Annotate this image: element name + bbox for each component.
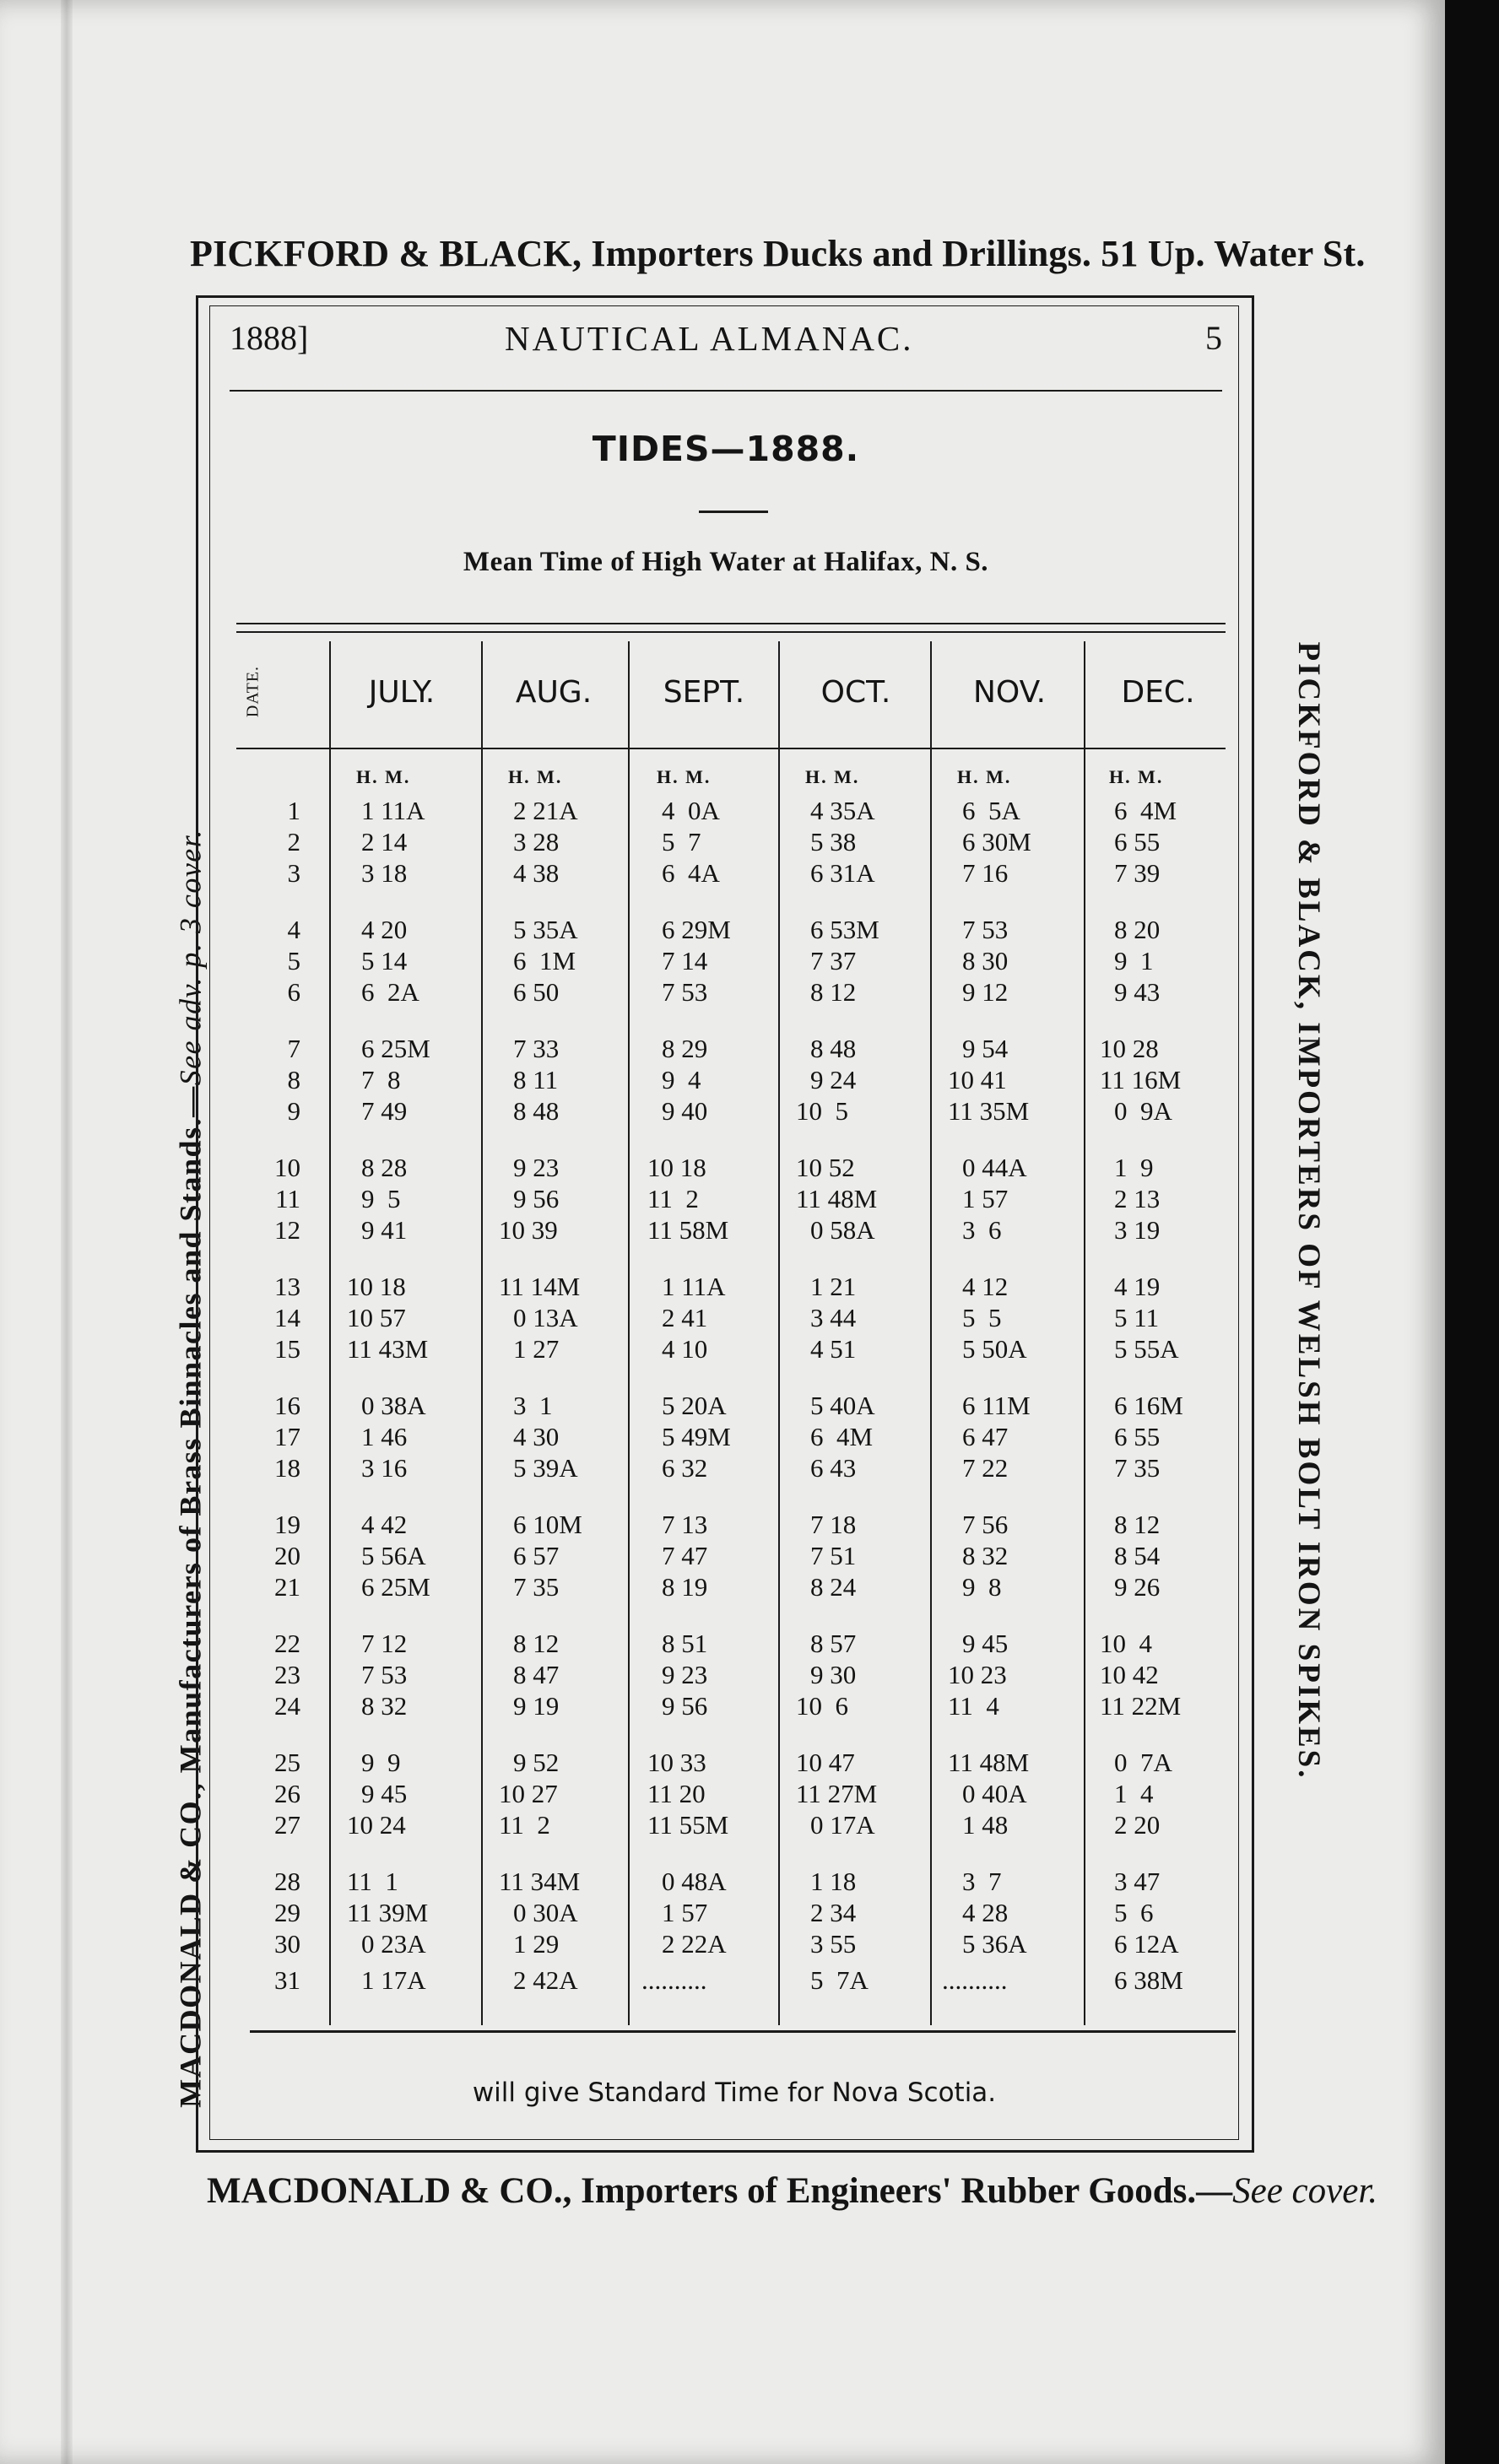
tide-time-cell: 11 14M [499,1272,581,1301]
tide-time-cell: 9 9 [361,1748,401,1777]
table-top-rule-1 [236,623,1226,624]
tide-time-cell: 11 1 [347,1867,398,1896]
tide-time-cell: 8 48 [513,1096,560,1126]
tide-time-cell: 6 10M [513,1510,582,1539]
date-cell: 19 [274,1510,300,1539]
tide-time-cell: 1 17A [361,1965,426,1995]
bottom-advert-banner [207,2170,1378,2212]
tide-time-cell: 8 32 [361,1691,408,1721]
tide-time-cell: 8 28 [361,1153,408,1182]
date-cell: 31 [274,1965,300,1995]
date-cell: 4 [287,915,300,944]
date-cell: 22 [274,1629,300,1658]
hm-label-0: H. M. [356,766,411,787]
tide-time-cell: 4 42 [361,1510,408,1539]
tide-time-cell: 0 13A [513,1303,578,1332]
tide-time-cell: 7 12 [361,1629,408,1658]
tide-time-cell: 9 41 [361,1215,408,1245]
tide-time-cell: 9 8 [962,1572,1002,1602]
tide-time-cell: 9 45 [962,1629,1009,1658]
column-divider-2 [628,641,630,2025]
date-cell: 13 [274,1272,300,1301]
tide-time-cell: 7 47 [662,1541,708,1570]
column-header-5: DEC. [1121,675,1195,710]
tide-time-cell: 4 38 [513,858,560,888]
right-advert-text: PICKFORD & BLACK, IMPORTERS OF WELSH BOLT IRON SPIKES. [1291,641,1326,1780]
tide-time-cell: 8 32 [962,1541,1009,1570]
tide-time-cell: 11 48M [948,1748,1030,1777]
date-cell: 16 [274,1391,300,1420]
tide-time-cell: 11 55M [647,1810,729,1840]
tide-time-cell: 6 31A [810,858,875,888]
tide-time-cell: 6 50 [513,977,560,1007]
tide-time-cell: 10 33 [647,1748,706,1777]
tide-time-cell: 9 56 [662,1691,708,1721]
column-divider-5 [1084,641,1085,2025]
tide-time-cell: 8 54 [1114,1541,1161,1570]
column-header-0: JULY. [368,675,436,710]
tide-time-cell: 9 24 [810,1065,857,1094]
tide-time-cell: 7 53 [962,915,1009,944]
tide-time-cell: 5 35A [513,915,578,944]
tide-time-cell: 6 30M [962,827,1031,856]
tide-time-cell: 7 56 [962,1510,1009,1539]
top-advert-banner: PICKFORD & BLACK, Importers Ducks and Drillings. 51 Up. Water St. [190,233,1366,274]
page-number: 5 [1205,319,1222,357]
tide-time-cell: .......... [641,1965,707,1995]
hm-label-4: H. M. [957,766,1012,787]
tide-time-cell: 5 20A [662,1391,727,1420]
tide-time-cell: 4 12 [962,1272,1009,1301]
tide-time-cell: 4 0A [662,796,720,825]
page-spine [61,0,73,2464]
table-title: TIDES—1888. [592,429,860,469]
tide-time-cell: 8 20 [1114,915,1161,944]
tide-time-cell: 5 40A [810,1391,875,1420]
tide-time-cell: 9 23 [662,1660,708,1689]
tide-time-cell: 6 11M [962,1391,1031,1420]
column-divider-1 [481,641,483,2025]
tide-time-cell: 10 27 [499,1779,558,1808]
tide-time-cell: 7 33 [513,1034,560,1063]
hm-label-3: H. M. [805,766,860,787]
tide-time-cell: 3 55 [810,1929,857,1959]
tide-time-cell: 1 46 [361,1422,408,1451]
date-cell: 24 [274,1691,300,1721]
tide-time-cell: 8 12 [513,1629,560,1658]
column-divider-3 [778,641,780,2025]
tide-time-cell: 1 4 [1114,1779,1154,1808]
tide-time-cell: 6 47 [962,1422,1009,1451]
tide-time-cell: 7 39 [1114,858,1161,888]
tide-time-cell: 2 22A [662,1929,727,1959]
tide-time-cell: 6 5A [962,796,1020,825]
tide-time-cell: .......... [942,1965,1008,1995]
tide-time-cell: 8 47 [513,1660,560,1689]
tide-time-cell: 7 35 [513,1572,560,1602]
date-cell: 15 [274,1334,300,1364]
bottom-advert-italic: See cover. [1232,2171,1378,2211]
tide-time-cell: 0 40A [962,1779,1027,1808]
tide-time-cell: 6 53M [810,915,879,944]
tide-time-cell: 11 34M [499,1867,581,1896]
tide-time-cell: 2 13 [1114,1184,1161,1213]
hm-label-5: H. M. [1109,766,1164,787]
tide-time-cell: 5 7A [810,1965,869,1995]
tide-time-cell: 5 6 [1114,1898,1154,1927]
tide-time-cell: 0 58A [810,1215,875,1245]
date-cell: 1 [287,796,300,825]
tide-time-cell: 5 5 [962,1303,1002,1332]
tide-time-cell: 4 10 [662,1334,708,1364]
tide-time-cell: 10 4 [1100,1629,1152,1658]
tide-time-cell: 6 55 [1114,827,1161,856]
tide-time-cell: 7 14 [662,946,708,975]
tide-time-cell: 1 57 [662,1898,708,1927]
bottom-advert-main: MACDONALD & CO., Importers of Engineers' Rubber Goods.— [207,2171,1233,2211]
tide-time-cell: 11 58M [647,1215,729,1245]
date-cell: 20 [274,1541,300,1570]
tide-time-cell: 0 7A [1114,1748,1172,1777]
tide-time-cell: 9 19 [513,1691,560,1721]
tide-time-cell: 3 7 [962,1867,1002,1896]
column-header-3: OCT. [820,675,891,710]
tide-time-cell: 10 41 [948,1065,1007,1094]
tide-time-cell: 2 42A [513,1965,578,1995]
tide-time-cell: 9 23 [513,1153,560,1182]
tide-time-cell: 5 39A [513,1453,578,1483]
tide-time-cell: 6 1M [513,946,576,975]
date-cell: 26 [274,1779,300,1808]
tide-time-cell: 8 48 [810,1034,857,1063]
tide-time-cell: 0 38A [361,1391,426,1420]
tide-time-cell: 3 28 [513,827,560,856]
tide-time-cell: 5 49M [662,1422,731,1451]
tide-time-cell: 0 17A [810,1810,875,1840]
tide-time-cell: 7 8 [361,1065,401,1094]
date-cell: 28 [274,1867,300,1896]
date-cell: 21 [274,1572,300,1602]
tide-time-cell: 6 4M [1114,796,1177,825]
column-header-1: AUG. [515,675,593,710]
tide-time-cell: 0 9A [1114,1096,1172,1126]
tide-time-cell: 11 35M [948,1096,1030,1126]
tide-time-cell: 4 30 [513,1422,560,1451]
table-bottom-rule [250,2030,1236,2033]
tide-time-cell: 7 53 [361,1660,408,1689]
date-cell: 29 [274,1898,300,1927]
tide-time-cell: 2 14 [361,827,408,856]
tide-time-cell: 10 57 [347,1303,406,1332]
tide-time-cell: 3 47 [1114,1867,1161,1896]
tide-time-cell: 7 22 [962,1453,1009,1483]
tide-time-cell: 3 1 [513,1391,553,1420]
tide-time-cell: 10 52 [796,1153,855,1182]
column-divider-4 [930,641,932,2025]
tide-time-cell: 3 18 [361,858,408,888]
tide-time-cell: 9 43 [1114,977,1161,1007]
tide-time-cell: 6 2A [361,977,419,1007]
tide-time-cell: 11 22M [1100,1691,1182,1721]
tide-time-cell: 6 4A [662,858,720,888]
tide-time-cell: 9 5 [361,1184,401,1213]
tide-time-cell: 6 12A [1114,1929,1179,1959]
tide-time-cell: 10 18 [647,1153,706,1182]
date-cell: 18 [274,1453,300,1483]
date-cell: 7 [287,1034,300,1063]
hm-label-2: H. M. [657,766,712,787]
date-cell: 14 [274,1303,300,1332]
tide-time-cell: 11 16M [1100,1065,1182,1094]
tide-time-cell: 0 48A [662,1867,727,1896]
tide-time-cell: 7 51 [810,1541,857,1570]
tide-time-cell: 9 30 [810,1660,857,1689]
tide-time-cell: 10 39 [499,1215,558,1245]
tide-time-cell: 8 19 [662,1572,708,1602]
tide-time-cell: 9 12 [962,977,1009,1007]
tide-time-cell: 4 19 [1114,1272,1161,1301]
tide-time-cell: 6 55 [1114,1422,1161,1451]
tide-time-cell: 3 19 [1114,1215,1161,1245]
tide-time-cell: 4 28 [962,1898,1009,1927]
tide-time-cell: 2 41 [662,1303,708,1332]
date-cell: 30 [274,1929,300,1959]
tide-time-cell: 9 1 [1114,946,1154,975]
tide-time-cell: 6 43 [810,1453,857,1483]
date-cell: 5 [287,946,300,975]
tide-time-cell: 8 57 [810,1629,857,1658]
title-dash [699,511,768,513]
tide-time-cell: 10 18 [347,1272,406,1301]
tide-time-cell: 11 48M [796,1184,878,1213]
column-header-4: NOV. [972,675,1047,710]
tide-time-cell: 1 27 [513,1334,560,1364]
tide-time-cell: 8 12 [810,977,857,1007]
left-advert-main: MACDONALD & CO., Manufacturers of Brass Binnacles and Stands.— [173,1085,208,2108]
date-cell: 3 [287,858,300,888]
tide-time-cell: 1 18 [810,1867,857,1896]
almanac-page: PICKFORD & BLACK, Importers Ducks and Drillings. 51 Up. Water St. MACDONALD & CO., Manufacturers of Brass Binnacles and Stands.—See adv. p. 3 cover. PICKFORD & BLACK, IMPORTERS OF WELSH BOLT IRON SPIKES. 1888] NAUTICAL ALMANAC. 5 TIDES—1888. Mean Time of High Water at Halifax, N. S. DATE. JULY. H. M. AUG. H. M. SEPT. H. M. OCT. H. M. NOV. H. M. DEC. H. M. 1 1 11A 2 21A 4 0A 4 35A 6 5A 6 4M 2 2 14 3 28 5 7 5 38 6 30M 6 55 3 3 18 4 38 6 4A 6 31A 7 16 7 39 4 4 20 5 35A 6 29M 6 53M 7 53 8 20 5 5 14 6 1M 7 14 7 37 8 30 9 1 6 6 2A 6 50 7 53 8 12 9 12 9 43 7 6 25M 7 33 8 29 8 48 9 54 10 28 8 7 8 8 11 9 4 9 24 10 41 11 16M 9 7 49 8 48 9 40 10 5 11 35M 0 9A 10 8 28 9 23 10 18 10 52 0 44A 1 9 11 9 5 9 56 11 2 11 48M 1 57 2 13 12 9 41 10 39 11 58M 0 58A 3 6 3 19 13 10 18 11 14M 1 11A 1 21 4 12 4 19 14 10 57 0 13A 2 41 3 44 5 5 5 11 15 11 43M 1 27 4 10 4 51 5 50A 5 55A 16 0 38A 3 1 5 20A 5 40A 6 11M 6 16M 17 1 46 4 30 5 49M 6 4M 6 47 6 55 18 3 16 5 39A 6 32 6 43 7 22 7 35 19 4 42 6 10M 7 13 7 18 7 56 8 12 20 5 56A 6 57 7 47 7 51 8 32 8 54 21 6 25M 7 35 8 19 8 24 9 8 9 26 22 7 12 8 12 8 51 8 57 9 45 10 4 23 7 53 8 47 9 23 9 30 10 23 10 42 24 8 32 9 19 9 56 10 6 11 4 11 22M 25 9 9 9 52 10 33 10 47 11 48M 0 7A 26 9 45 10 27 11 20 11 27M 0 40A 1 4 27 10 24 11 2 11 55M 0 17A 1 48 2 20 28 11 1 11 34M 0 48A 1 18 3 7 3 47 29 11 39M 0 30A 1 57 2 34 4 28 5 6 30 0 23A 1 29 2 22A 3 55 5 36A 6 12A 31 1 17A 2 42A .......... 5 7A .......... 6 38M will give Standard Time for Nova Scotia. MACDONALD & CO., Importers of Engineers' Rubber Goods.—See cover. [0,0,1445,2464]
tide-time-cell: 6 16M [1114,1391,1183,1420]
tide-time-cell: 10 42 [1100,1660,1159,1689]
date-cell: 17 [274,1422,300,1451]
tide-time-cell: 5 11 [1114,1303,1160,1332]
tide-time-cell: 9 45 [361,1779,408,1808]
date-cell: 8 [287,1065,300,1094]
tide-time-cell: 6 38M [1114,1965,1183,1995]
tide-time-cell: 5 7 [662,827,701,856]
tide-time-cell: 10 24 [347,1810,406,1840]
tide-time-cell: 4 51 [810,1334,857,1364]
tide-time-cell: 0 44A [962,1153,1027,1182]
tide-time-cell: 6 57 [513,1541,560,1570]
tide-time-cell: 8 12 [1114,1510,1161,1539]
tide-time-cell: 1 11A [662,1272,726,1301]
running-head-year: 1888] [230,319,309,357]
left-advert-italic: See adv. p. 3 cover. [173,829,208,1086]
tide-time-cell: 10 5 [796,1096,848,1126]
tide-time-cell: 8 30 [962,946,1009,975]
tide-time-cell: 7 18 [810,1510,857,1539]
date-cell: 2 [287,827,300,856]
tide-time-cell: 4 20 [361,915,408,944]
tide-time-cell: 7 49 [361,1096,408,1126]
header-rule [230,390,1222,392]
tide-time-cell: 3 44 [810,1303,857,1332]
tide-time-cell: 9 52 [513,1748,560,1777]
tide-time-cell: 11 39M [347,1898,429,1927]
tide-time-cell: 2 20 [1114,1810,1161,1840]
tide-time-cell: 1 57 [962,1184,1009,1213]
tide-time-cell: 1 29 [513,1929,560,1959]
tide-time-cell: 4 35A [810,796,875,825]
date-cell: 12 [274,1215,300,1245]
tide-time-cell: 9 26 [1114,1572,1161,1602]
tide-time-cell: 2 21A [513,796,578,825]
tide-time-cell: 1 9 [1114,1153,1154,1182]
tide-time-cell: 9 56 [513,1184,560,1213]
tide-time-cell: 6 25M [361,1572,430,1602]
tide-time-cell: 5 14 [361,946,408,975]
date-cell: 25 [274,1748,300,1777]
tide-time-cell: 5 55A [1114,1334,1179,1364]
date-cell: 6 [287,977,300,1007]
table-top-rule-2 [236,631,1226,633]
tide-time-cell: 2 34 [810,1898,857,1927]
tide-time-cell: 9 54 [962,1034,1009,1063]
tide-time-cell: 5 50A [962,1334,1027,1364]
tide-time-cell: 11 20 [647,1779,706,1808]
tide-time-cell: 8 11 [513,1065,559,1094]
tide-time-cell: 5 56A [361,1541,426,1570]
column-divider-0 [329,641,331,2025]
tide-time-cell: 11 27M [796,1779,878,1808]
date-cell: 27 [274,1810,300,1840]
tide-time-cell: 6 25M [361,1034,430,1063]
date-cell: 23 [274,1660,300,1689]
tide-time-cell: 10 28 [1100,1034,1159,1063]
date-cell: 9 [287,1096,300,1126]
tide-time-cell: 8 51 [662,1629,708,1658]
tide-time-cell: 5 38 [810,827,857,856]
tide-time-cell: 11 43M [347,1334,429,1364]
tide-time-cell: 3 16 [361,1453,408,1483]
tide-time-cell: 7 13 [662,1510,708,1539]
tide-time-cell: 7 35 [1114,1453,1161,1483]
tide-time-cell: 5 36A [962,1929,1027,1959]
tide-time-cell: 11 4 [948,1691,999,1721]
column-header-rule [236,748,1226,749]
tide-time-cell: 8 29 [662,1034,708,1063]
tide-time-cell: 1 11A [361,796,425,825]
tide-time-cell: 8 24 [810,1572,857,1602]
tide-time-cell: 10 6 [796,1691,848,1721]
tide-time-cell: 11 2 [499,1810,550,1840]
tide-time-cell: 0 30A [513,1898,578,1927]
tide-time-cell: 9 4 [662,1065,701,1094]
tide-time-cell: 10 47 [796,1748,855,1777]
table-subtitle: Mean Time of High Water at Halifax, N. S. [463,547,989,577]
column-header-2: SEPT. [663,675,745,710]
tide-time-cell: 0 23A [361,1929,426,1959]
hm-label-1: H. M. [508,766,563,787]
tide-time-cell: 7 16 [962,858,1009,888]
date-cell: 11 [275,1184,300,1213]
tide-time-cell: 3 6 [962,1215,1002,1245]
tide-time-cell: 1 48 [962,1810,1009,1840]
tide-time-cell: 6 32 [662,1453,708,1483]
date-cell: 10 [274,1153,300,1182]
tide-time-cell: 11 2 [647,1184,699,1213]
tide-time-cell: 10 23 [948,1660,1007,1689]
tide-time-cell: 9 40 [662,1096,708,1126]
tide-time-cell: 6 29M [662,915,731,944]
tide-time-cell: 7 53 [662,977,708,1007]
running-head-title: NAUTICAL ALMANAC. [505,319,914,358]
footer-note: will give Standard Time for Nova Scotia. [472,2078,997,2108]
tide-time-cell: 6 4M [810,1422,874,1451]
tide-time-cell: 7 37 [810,946,857,975]
tide-time-cell: 1 21 [810,1272,857,1301]
